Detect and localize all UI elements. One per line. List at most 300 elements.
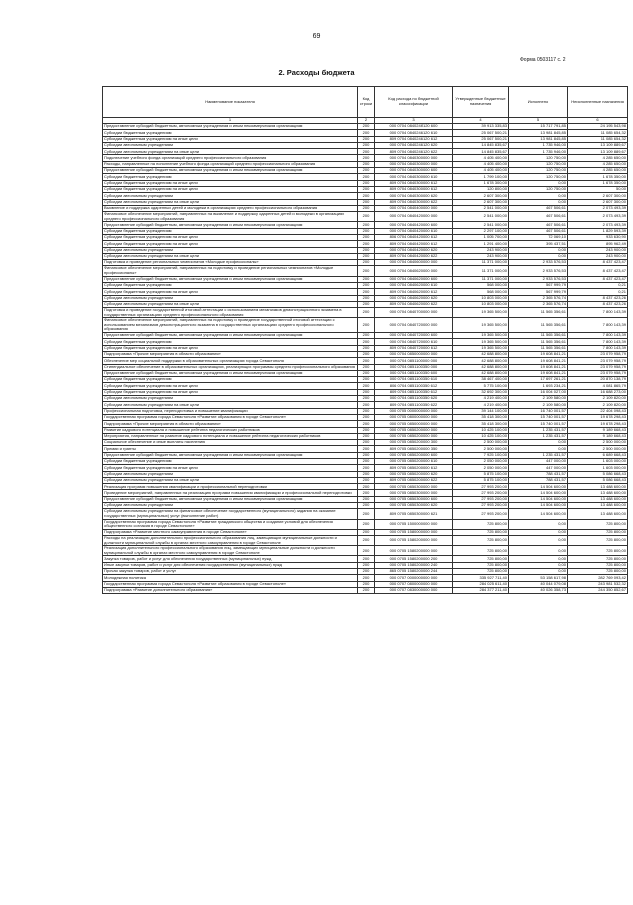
cell-classification-code: 000 0704 0850000000 000: [375, 351, 453, 357]
cell-approved: 2 050 000,00: [453, 465, 509, 471]
cell-line-code: 200: [358, 130, 375, 136]
cell-approved: 4 219 400,00: [453, 402, 509, 408]
cell-unexecuted: 8 437 423,26: [568, 295, 628, 301]
table-row: [103, 509, 628, 519]
table-row: [103, 587, 628, 593]
cell-name: Предоставление субсидий бюджетным, автономным учреждениям и иным некоммерческим организациям: [103, 276, 358, 282]
table-row: [103, 333, 628, 339]
cell-name: Субсидии автономным учреждениям: [103, 142, 358, 148]
cell-name: Предоставление субсидий бюджетным, автономным учреждениям и иным некоммерческим организациям: [103, 370, 358, 376]
cell-classification-code: 000 0704 084024б120 600: [375, 124, 453, 130]
cell-classification-code: 809 0704 0840300000 612: [375, 180, 453, 186]
cell-unexecuted: 23 079 958,79: [568, 351, 628, 357]
column-number: 2: [358, 118, 375, 124]
cell-unexecuted: 13 488 600,00: [568, 496, 628, 502]
table-row: [103, 452, 628, 458]
table-row: [103, 276, 628, 282]
cell-approved: 10 425 100,00: [453, 427, 509, 433]
cell-unexecuted: 2 500 000,00: [568, 446, 628, 452]
cell-line-code: 200: [358, 427, 375, 433]
cell-approved: 32 692 300,00: [453, 389, 509, 395]
cell-name: Субсидии автономным учреждениям на иные цели: [103, 301, 358, 307]
cell-unexecuted: 19 678 298,43: [568, 421, 628, 427]
table-row: [103, 465, 628, 471]
cell-unexecuted: 11 085 654,32: [568, 130, 628, 136]
cell-unexecuted: 243 981 532,32: [568, 581, 628, 587]
table-row: [103, 519, 628, 529]
cell-unexecuted: 2 073 493,39: [568, 212, 628, 222]
cell-classification-code: 000 0705 0850000000 000: [375, 421, 453, 427]
cell-name: Подпрограмма «Развитие местного самоуправления в городе Севастополе»: [103, 529, 358, 535]
cell-line-code: 200: [358, 587, 375, 593]
cell-classification-code: 000 0705 0850300000 000: [375, 484, 453, 490]
cell-line-code: 200: [358, 193, 375, 199]
cell-line-code: 200: [358, 364, 375, 370]
cell-approved: 335 927 711,40: [453, 575, 509, 581]
cell-name: Субсидии бюджетным учреждениям на иные цели: [103, 345, 358, 351]
table-row: [103, 427, 628, 433]
cell-classification-code: 000 0704 0840300000 620: [375, 193, 453, 199]
header-line-code: Код строки: [358, 87, 375, 118]
cell-executed: 1 735 946,00: [509, 149, 568, 155]
cell-name: Развитие кадрового потенциала и повышение рейтинга педагогических работников: [103, 427, 358, 433]
table-row: [103, 402, 628, 408]
cell-executed: 2 365 576,74: [509, 301, 568, 307]
cell-classification-code: 000 0704 0840246120 620: [375, 142, 453, 148]
cell-unexecuted: 725 800,00: [568, 556, 628, 562]
cell-executed: 0,00: [509, 562, 568, 568]
cell-approved: 1 005 700,00: [453, 234, 509, 240]
table-row: [103, 266, 628, 276]
cell-executed: 13 981 845,85: [509, 130, 568, 136]
table-row: [103, 364, 628, 370]
table-header-row: [103, 87, 628, 118]
table-row: [103, 345, 628, 351]
cell-approved: 14 845 835,67: [453, 142, 509, 148]
cell-executed: 0,00: [509, 536, 568, 546]
cell-unexecuted: 0,21: [568, 289, 628, 295]
cell-unexecuted: 23 079 958,79: [568, 364, 628, 370]
cell-approved: 1 291 400,00: [453, 241, 509, 247]
table-row: [103, 496, 628, 502]
cell-unexecuted: 13 488 600,00: [568, 484, 628, 490]
cell-approved: 35 418 300,00: [453, 414, 509, 420]
cell-approved: 725 800,00: [453, 556, 509, 562]
cell-name: Предоставление субсидий бюджетным, автономным учреждениям и иным некоммерческим организациям: [103, 452, 358, 458]
cell-classification-code: 000 0705 1580000000 000: [375, 529, 453, 535]
cell-unexecuted: 9 189 668,43: [568, 427, 628, 433]
cell-approved: 2 050 000,00: [453, 459, 509, 465]
cell-approved: 27 993 200,00: [453, 490, 509, 496]
cell-approved: 2 500 000,00: [453, 440, 509, 446]
cell-executed: 2 933 576,53: [509, 260, 568, 266]
cell-classification-code: 000 0705 0850300000 000: [375, 490, 453, 496]
cell-name: Профессиональная подготовка, переподготовка и повышение квалификации: [103, 408, 358, 414]
cell-classification-code: 000 0704 0851100000 000: [375, 358, 453, 364]
cell-classification-code: 000 0705 1500000000 000: [375, 519, 453, 529]
cell-executed: 788 431,57: [509, 477, 568, 483]
cell-unexecuted: 725 800,00: [568, 519, 628, 529]
table-row: [103, 389, 628, 395]
cell-classification-code: 000 0704 0840420000 610: [375, 228, 453, 234]
cell-name: Субсидии автономным учреждениям на иные цели: [103, 253, 358, 259]
table-row: [103, 408, 628, 414]
cell-line-code: 200: [358, 199, 375, 205]
cell-line-code: 200: [358, 496, 375, 502]
cell-name: Субсидии бюджетным учреждениям на иные цели: [103, 465, 358, 471]
cell-unexecuted: 16 688 273,00: [568, 389, 628, 395]
cell-name: Социальное обеспечение и иные выплаты населению: [103, 440, 358, 446]
table-row: [103, 136, 628, 142]
cell-classification-code: 000 0704 0851100350 000: [375, 364, 453, 370]
cell-line-code: 200: [358, 168, 375, 174]
cell-name: Подключение учебного фонда организаций среднего профессионального образования: [103, 155, 358, 161]
header-executed: Исполнено: [509, 87, 568, 118]
table-row: [103, 414, 628, 420]
cell-name: Иные закупки товаров, работ и услуг для обеспечения государственных (муниципальных) нужд: [103, 562, 358, 568]
cell-executed: 40 044 079,08: [509, 581, 568, 587]
cell-name: Предоставление субсидий бюджетным, автономным учреждениям и иным некоммерческим организациям: [103, 124, 358, 130]
table-row: [103, 222, 628, 228]
cell-approved: 120 800,00: [453, 186, 509, 192]
expenses-table: [102, 86, 628, 594]
cell-line-code: 200: [358, 234, 375, 240]
table-row: [103, 484, 628, 490]
cell-executed: 15 740 001,57: [509, 421, 568, 427]
cell-name: Государственная программа города Севастополя «Развитие образования в городе Севастополе»: [103, 581, 358, 587]
table-row: [103, 536, 628, 546]
cell-executed: 395 437,51: [509, 241, 568, 247]
cell-approved: 5 875 100,00: [453, 471, 509, 477]
cell-name: Подпрограмма «Прочие мероприятия в области образования»: [103, 351, 358, 357]
table-row: [103, 421, 628, 427]
cell-unexecuted: 1 603 000,00: [568, 465, 628, 471]
cell-classification-code: 000 0705 0850200000 610: [375, 459, 453, 465]
cell-name: Субсидии бюджетным учреждениям на иные цели: [103, 383, 358, 389]
cell-unexecuted: 1 603 000,00: [568, 459, 628, 465]
cell-unexecuted: 13 488 600,00: [568, 490, 628, 496]
cell-executed: 40 026 358,73: [509, 587, 568, 593]
cell-executed: 13 981 845,85: [509, 136, 568, 142]
cell-approved: 10 425 100,00: [453, 433, 509, 439]
cell-classification-code: 000 0705 1580200000 240: [375, 562, 453, 568]
cell-name: Финансовое обеспечение мероприятий, направленных на подготовку и проведение государственной итоговой аттестации с использованием механизмов демонстрационного экзамена в государственных организациях среднего профессионального образования: [103, 318, 358, 333]
cell-classification-code: 000 0705 0000000000 000: [375, 408, 453, 414]
cell-line-code: 200: [358, 402, 375, 408]
cell-approved: 11 371 000,00: [453, 260, 509, 266]
cell-line-code: 200: [358, 174, 375, 180]
cell-line-code: 200: [358, 414, 375, 420]
cell-line-code: 200: [358, 308, 375, 318]
cell-executed: 1 235 431,57: [509, 427, 568, 433]
cell-unexecuted: 2 500 000,00: [568, 440, 628, 446]
cell-unexecuted: 244 350 852,67: [568, 587, 628, 593]
cell-name: Подпрограмма «Прочие мероприятия в области образования»: [103, 421, 358, 427]
table-row: [103, 186, 628, 192]
cell-line-code: 200: [358, 295, 375, 301]
cell-approved: 35 418 300,00: [453, 421, 509, 427]
cell-classification-code: 809 0705 0850200000 612: [375, 465, 453, 471]
column-number: 4: [453, 118, 509, 124]
cell-line-code: 200: [358, 465, 375, 471]
cell-executed: 120 750,00: [509, 161, 568, 167]
cell-line-code: 200: [358, 490, 375, 496]
cell-approved: 4 219 400,00: [453, 396, 509, 402]
cell-approved: 2 541 000,00: [453, 212, 509, 222]
cell-executed: 0,00: [509, 180, 568, 186]
cell-line-code: 200: [358, 575, 375, 581]
cell-unexecuted: 22 404 098,43: [568, 408, 628, 414]
cell-approved: 725 800,00: [453, 546, 509, 556]
cell-approved: 42 688 800,00: [453, 351, 509, 357]
table-row: [103, 205, 628, 211]
cell-executed: 1 735 946,00: [509, 142, 568, 148]
table-row: [103, 289, 628, 295]
table-row: [103, 301, 628, 307]
cell-executed: 2 109 580,00: [509, 396, 568, 402]
cell-approved: 243 900,00: [453, 247, 509, 253]
cell-classification-code: 000 0704 0840300000 000: [375, 155, 453, 161]
cell-executed: 0,00: [509, 556, 568, 562]
cell-unexecuted: 725 800,00: [568, 546, 628, 556]
cell-classification-code: 000 0704 0840720000 600: [375, 333, 453, 339]
cell-name: Субсидии бюджетным учреждениям: [103, 377, 358, 383]
cell-line-code: 200: [358, 253, 375, 259]
cell-approved: 725 800,00: [453, 519, 509, 529]
cell-line-code: 200: [358, 519, 375, 529]
cell-approved: 2 607 300,00: [453, 193, 509, 199]
cell-approved: 2 541 000,00: [453, 205, 509, 211]
cell-unexecuted: 23 079 958,79: [568, 370, 628, 376]
cell-executed: 19 608 841,21: [509, 351, 568, 357]
cell-executed: 2 109 580,00: [509, 402, 568, 408]
cell-unexecuted: 895 962,49: [568, 241, 628, 247]
cell-classification-code: 000 0705 0850200000 620: [375, 471, 453, 477]
cell-line-code: 200: [358, 562, 375, 568]
cell-name: Закупка товаров, работ и услуг для обеспечения государственных (муниципальных) нужд: [103, 556, 358, 562]
cell-executed: 0,00: [509, 519, 568, 529]
cell-classification-code: 000 0705 0850200000 600: [375, 452, 453, 458]
cell-classification-code: 809 0705 0850200000 350: [375, 446, 453, 452]
cell-unexecuted: 8 437 423,47: [568, 276, 628, 282]
cell-approved: 11 371 000,00: [453, 276, 509, 282]
cell-name: Молодежная политика: [103, 575, 358, 581]
cell-approved: 1 678 300,00: [453, 180, 509, 186]
cell-unexecuted: 13 488 600,00: [568, 503, 628, 509]
cell-approved: 19 365 500,00: [453, 339, 509, 345]
cell-line-code: 200: [358, 408, 375, 414]
cell-name: Субсидии автономным учреждениям на иные цели: [103, 402, 358, 408]
cell-executed: 14 504 600,00: [509, 509, 568, 519]
cell-classification-code: 000 0704 0840620000 600: [375, 276, 453, 282]
cell-approved: 2 607 300,00: [453, 199, 509, 205]
table-row: [103, 358, 628, 364]
table-row: [103, 477, 628, 483]
cell-classification-code: 809 0704 0840300000 612: [375, 186, 453, 192]
table-row: [103, 370, 628, 376]
cell-line-code: 200: [358, 260, 375, 266]
cell-line-code: 200: [358, 569, 375, 575]
cell-unexecuted: 2 607 300,00: [568, 199, 628, 205]
cell-name: Предоставление субсидий бюджетным, автономным учреждениям и иным некоммерческим организациям: [103, 222, 358, 228]
cell-executed: 120 750,00: [509, 186, 568, 192]
cell-executed: 14 504 600,00: [509, 503, 568, 509]
cell-approved: 25 067 500,21: [453, 130, 509, 136]
cell-classification-code: 809 0704 0840620000 612: [375, 289, 453, 295]
cell-executed: 447 000,00: [509, 459, 568, 465]
cell-line-code: 200: [358, 389, 375, 395]
cell-approved: 19 365 500,00: [453, 308, 509, 318]
cell-executed: 0,00: [509, 247, 568, 253]
cell-line-code: 200: [358, 241, 375, 247]
cell-approved: 2 541 000,00: [453, 222, 509, 228]
cell-executed: 11 565 356,61: [509, 333, 568, 339]
cell-unexecuted: 24 195 543,98: [568, 124, 628, 130]
cell-name: Субсидии бюджетным учреждениям: [103, 228, 358, 234]
table-row: [103, 308, 628, 318]
cell-name: Государственная программа города Севастополя «Развитие образования в городе Севастополе»: [103, 414, 358, 420]
cell-classification-code: 000 0705 0800000000 000: [375, 414, 453, 420]
cell-executed: 0,00: [509, 199, 568, 205]
cell-line-code: 200: [358, 433, 375, 439]
table-row: [103, 433, 628, 439]
cell-name: Субсидии бюджетным учреждениям на иные цели: [103, 241, 358, 247]
cell-approved: 25 067 500,21: [453, 136, 509, 142]
cell-line-code: 200: [358, 421, 375, 427]
cell-approved: 11 371 000,00: [453, 266, 509, 276]
cell-executed: 17 697 261,21: [509, 377, 568, 383]
cell-classification-code: 000 0704 0840246120 610: [375, 130, 453, 136]
cell-name: Субсидии бюджетным учреждениям: [103, 459, 358, 465]
cell-executed: 0,00: [509, 193, 568, 199]
cell-unexecuted: 933 630,90: [568, 234, 628, 240]
cell-line-code: 200: [358, 546, 375, 556]
cell-approved: 42 688 800,00: [453, 358, 509, 364]
expenses-table-container: [102, 86, 627, 594]
cell-executed: 11 565 356,61: [509, 339, 568, 345]
cell-unexecuted: 19 678 298,43: [568, 414, 628, 420]
cell-executed: 11 565 356,61: [509, 318, 568, 333]
cell-line-code: 200: [358, 345, 375, 351]
cell-line-code: 200: [358, 358, 375, 364]
cell-executed: 19 608 841,21: [509, 364, 568, 370]
table-row: [103, 168, 628, 174]
cell-unexecuted: 243 900,00: [568, 247, 628, 253]
cell-unexecuted: 4 285 650,00: [568, 161, 628, 167]
cell-line-code: 200: [358, 440, 375, 446]
cell-classification-code: 809 0704 0840300000 622: [375, 199, 453, 205]
cell-classification-code: 809 0704 0840720000 612: [375, 345, 453, 351]
cell-classification-code: 000 0705 0850300000 620: [375, 503, 453, 509]
table-row: [103, 241, 628, 247]
cell-line-code: 200: [358, 484, 375, 490]
cell-executed: 1 235 431,57: [509, 433, 568, 439]
table-row: [103, 318, 628, 333]
cell-name: Субсидии бюджетным учреждениям на иные цели: [103, 180, 358, 186]
cell-unexecuted: 13 109 889,67: [568, 149, 628, 155]
cell-executed: 0,00: [509, 569, 568, 575]
cell-executed: 0,00: [509, 529, 568, 535]
cell-line-code: 200: [358, 222, 375, 228]
section-title: 2. Расходы бюджета: [278, 68, 355, 77]
cell-classification-code: 000 0705 1580200000 000: [375, 546, 453, 556]
cell-line-code: 200: [358, 289, 375, 295]
cell-approved: 5 875 100,00: [453, 477, 509, 483]
cell-unexecuted: 13 488 600,00: [568, 509, 628, 519]
page-number: 69: [312, 33, 321, 40]
cell-name: Прочая закупка товаров, работ и услуг: [103, 569, 358, 575]
cell-classification-code: 000 0704 0840300000 000: [375, 161, 453, 167]
column-number: 1: [103, 118, 358, 124]
cell-executed: 15 717 791,85: [509, 124, 568, 130]
cell-executed: 0,00: [509, 546, 568, 556]
cell-approved: 725 800,00: [453, 569, 509, 575]
cell-name: Стипендиальное обеспечение в образовательных организациях, реализующих программы среднего профессионального образования: [103, 364, 358, 370]
cell-executed: 0,00: [509, 440, 568, 446]
table-row: [103, 161, 628, 167]
column-number: 5: [509, 118, 568, 124]
cell-approved: 725 800,00: [453, 562, 509, 568]
cell-unexecuted: 8 437 423,47: [568, 260, 628, 266]
cell-line-code: 200: [358, 205, 375, 211]
cell-line-code: 200: [358, 351, 375, 357]
cell-classification-code: 000 0707 0000000000 000: [375, 575, 453, 581]
cell-name: Субсидии автономным учреждениям: [103, 396, 358, 402]
cell-line-code: 200: [358, 471, 375, 477]
cell-unexecuted: 50,00: [568, 186, 628, 192]
cell-executed: 0,00: [509, 253, 568, 259]
cell-name: Государственная программа города Севастополя «Развитие гражданского общества и создание условий для обеспечения общественного согласия в городе Севастополе»: [103, 519, 358, 529]
form-label: Форма 0503117 с. 2: [520, 57, 566, 63]
cell-name: Субсидии автономным учреждениям на иные цели: [103, 149, 358, 155]
cell-classification-code: 000 0707 0800000000 000: [375, 581, 453, 587]
header-name: Наименование показателя: [103, 87, 358, 118]
cell-line-code: 200: [358, 124, 375, 130]
table-row: [103, 124, 628, 130]
cell-line-code: 200: [358, 370, 375, 376]
cell-unexecuted: 2 607 300,00: [568, 193, 628, 199]
cell-name: Финансовое обеспечение мероприятий, направленных на выявление и поддержку одаренных детей и молодежи в организациях среднего профессионального образования: [103, 212, 358, 222]
header-unexecuted: Неисполненные назначения: [568, 87, 628, 118]
cell-line-code: 200: [358, 301, 375, 307]
cell-approved: 10 803 000,00: [453, 295, 509, 301]
cell-classification-code: 809 0704 0840420000 612: [375, 241, 453, 247]
cell-name: Расходы на реализацию дополнительного профессионального образования лиц, замещающих муниципальные должности и должности муниципальной службы в органах местного самоуправления в городе Севастополе: [103, 536, 358, 546]
cell-unexecuted: 23 079 958,79: [568, 358, 628, 364]
cell-classification-code: 000 0704 0840420000 600: [375, 222, 453, 228]
cell-executed: 2 933 576,53: [509, 266, 568, 276]
cell-unexecuted: 0,21: [568, 282, 628, 288]
cell-line-code: 200: [358, 339, 375, 345]
cell-executed: 19 608 841,21: [509, 358, 568, 364]
cell-approved: 27 993 200,00: [453, 503, 509, 509]
cell-unexecuted: 7 800 143,39: [568, 318, 628, 333]
cell-unexecuted: 725 800,00: [568, 562, 628, 568]
cell-line-code: 200: [358, 459, 375, 465]
cell-executed: 53 158 617,98: [509, 575, 568, 581]
cell-approved: 284 025 611,40: [453, 581, 509, 587]
cell-name: Обеспечение мер социальной поддержки в образовательных организациях города Севастополя: [103, 358, 358, 364]
table-row: [103, 351, 628, 357]
cell-line-code: 200: [358, 266, 375, 276]
cell-executed: 120 750,00: [509, 168, 568, 174]
cell-unexecuted: 4 285 650,00: [568, 168, 628, 174]
cell-executed: 14 504 600,00: [509, 496, 568, 502]
column-number: 3: [375, 118, 453, 124]
cell-executed: 14 504 600,00: [509, 484, 568, 490]
cell-name: Подготовка и проведение региональных чемпионатов «Молодые профессионалы»: [103, 260, 358, 266]
table-row: [103, 581, 628, 587]
